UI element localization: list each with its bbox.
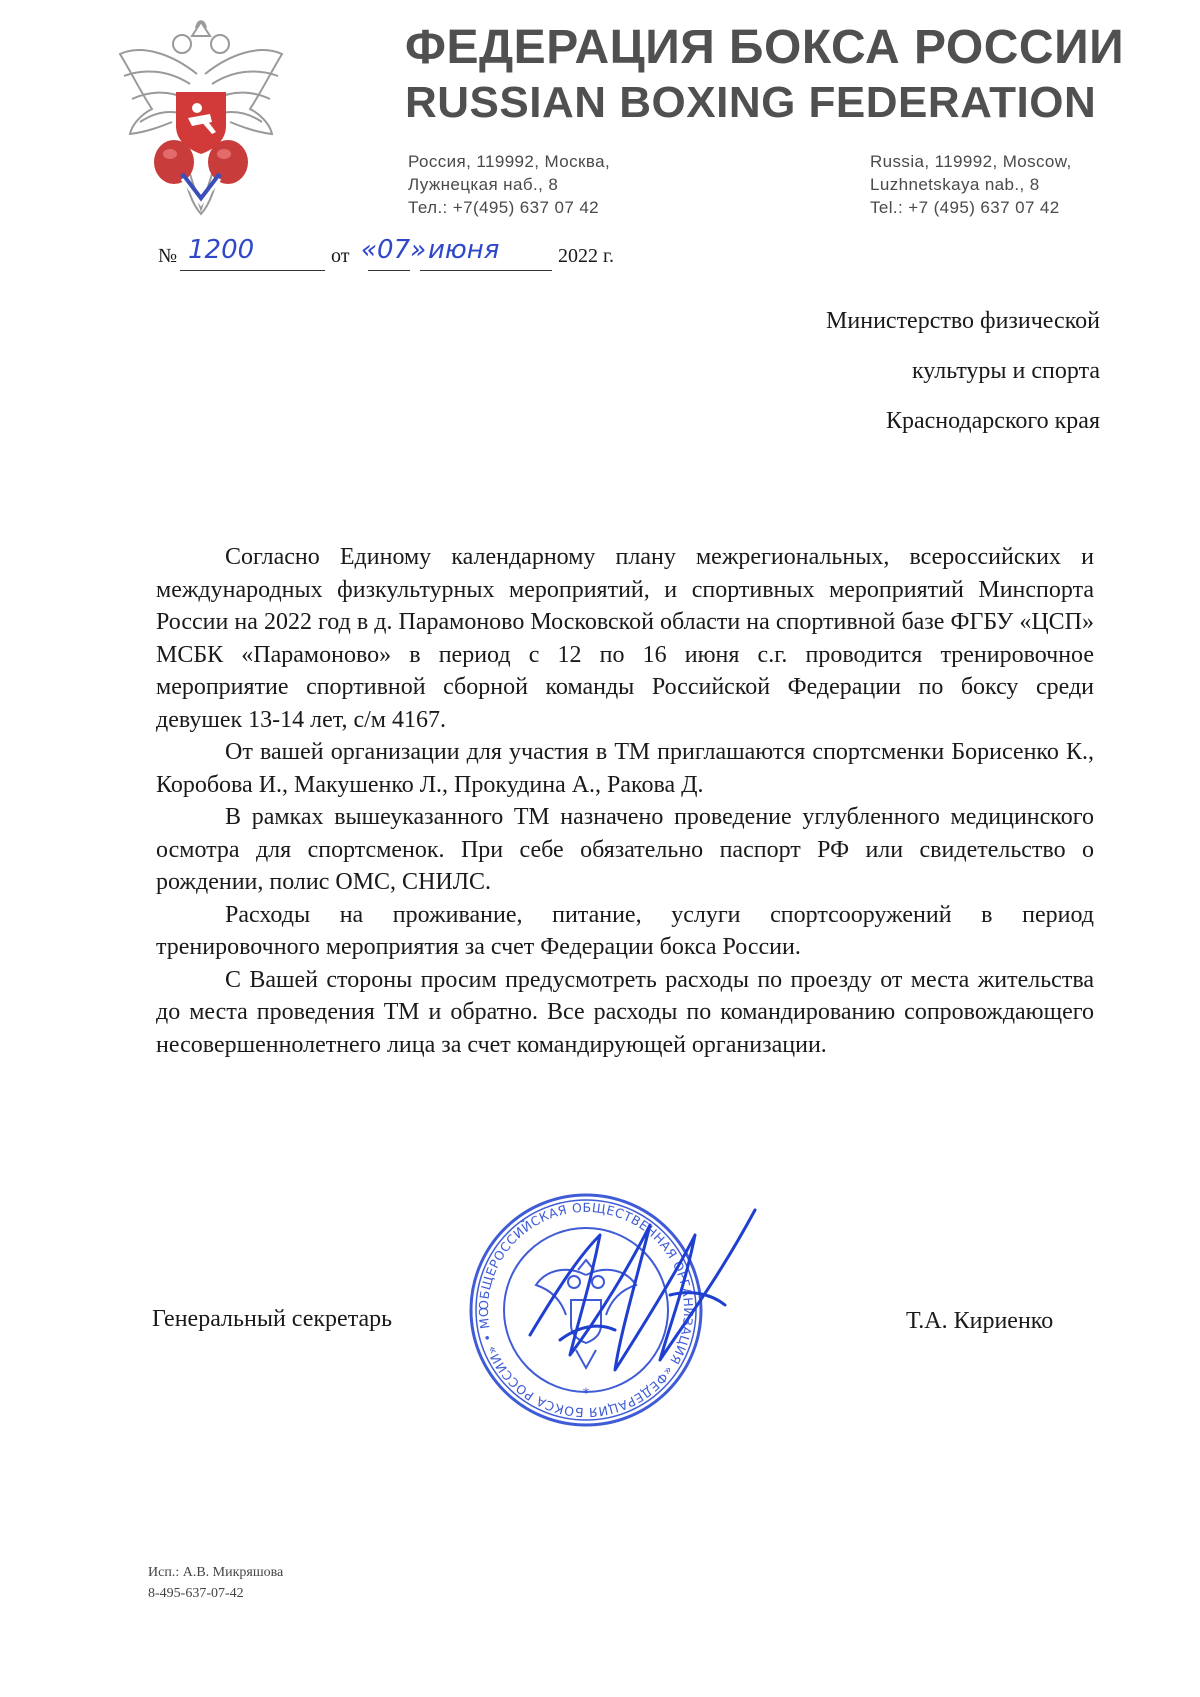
address-en-line: Luzhnetskaya nab., 8	[870, 175, 1040, 194]
address-en-line: Tel.: +7 (495) 637 07 42	[870, 198, 1060, 217]
svg-text:*: *	[582, 1386, 590, 1402]
from-label: от	[331, 245, 350, 267]
executor-phone: 8-495-637-07-42	[148, 1586, 244, 1601]
executor-name: Исп.: А.В. Микряшова	[148, 1565, 284, 1580]
address-ru-line: Тел.: +7(495) 637 07 42	[408, 198, 600, 217]
address-ru	[408, 150, 610, 219]
number-sign: №	[158, 245, 178, 267]
address-ru-line: Лужнецкая наб., 8	[408, 175, 559, 194]
executor-info	[148, 1562, 283, 1604]
addressee-line: Краснодарского края	[885, 408, 1100, 434]
body-paragraph: От вашей организации для участия в ТМ приглашаются спортсменки Борисенко К., Коробова И., Макушенко Л., Прокудина А., Ракова Д.	[156, 739, 1094, 798]
signatory-title: Генеральный секретарь	[152, 1306, 393, 1332]
body-paragraph: Согласно Единому календарному плану межрегиональных, всероссийских и международных физкультурных мероприятий, и спортивных мероприятий Минспорта России на 2022 год в д. Парамоново Московской области на спортивной базе ФГБУ «ЦСП» МСБК «Парамоново» в период с 12 по 16 июня с.г. проводится тренировочное мероприятие спортивной сборной команды Российской Федерации по боксу среди девушек 13-14 лет, с/м 4167.	[156, 544, 1094, 733]
document-number: 1200	[188, 235, 255, 265]
addressee-block	[620, 296, 1100, 446]
federation-emblem-logo	[112, 14, 290, 222]
month-underline	[420, 270, 552, 271]
address-en-line: Russia, 119992, Moscow,	[870, 152, 1072, 171]
day-underline	[368, 270, 410, 271]
signatory-name: Т.А. Кириенко	[906, 1308, 1054, 1334]
body-paragraph: Расходы на проживание, питание, услуги спортсооружений в период тренировочного мероприятия за счет Федерации бокса России.	[156, 901, 1094, 960]
address-en	[870, 150, 1072, 219]
addressee-line: культуры и спорта	[911, 358, 1100, 384]
body-paragraph: С Вашей стороны просим предусмотреть расходы по проезду от места жительства до места проведения ТМ и обратно. Все расходы по командированию сопровождающего несовершеннолетнего лица за счет командирующей организации.	[156, 966, 1094, 1058]
letter-body	[156, 541, 1094, 1061]
reference-line	[158, 235, 678, 273]
federation-name-en: RUSSIAN BOXING FEDERATION	[405, 78, 1097, 127]
addressee-line: Министерство физической	[826, 308, 1100, 334]
document-month: июня	[428, 235, 500, 265]
number-underline	[180, 270, 325, 271]
body-paragraph: В рамках вышеуказанного ТМ назначено проведение углубленного медицинского осмотра для спортсменок. При себе обязательно паспорт РФ или свидетельство о рождении, полис ОМС, СНИЛС.	[156, 804, 1094, 895]
federation-name-ru: ФЕДЕРАЦИЯ БОКСА РОССИИ	[405, 21, 1125, 74]
handwritten-signature	[520, 1195, 780, 1395]
document-year: 2022 г.	[558, 245, 614, 267]
address-ru-line: Россия, 119992, Москва,	[408, 152, 611, 171]
document-day: «07»	[361, 235, 427, 265]
seal-ring-text: ОБЩЕРОССИЙСКАЯ ОБЩЕСТВЕННАЯ ОРГАНИЗАЦИЯ «ФЕДЕРАЦИЯ БОКСА РОССИИ» • МО	[475, 1199, 697, 1421]
